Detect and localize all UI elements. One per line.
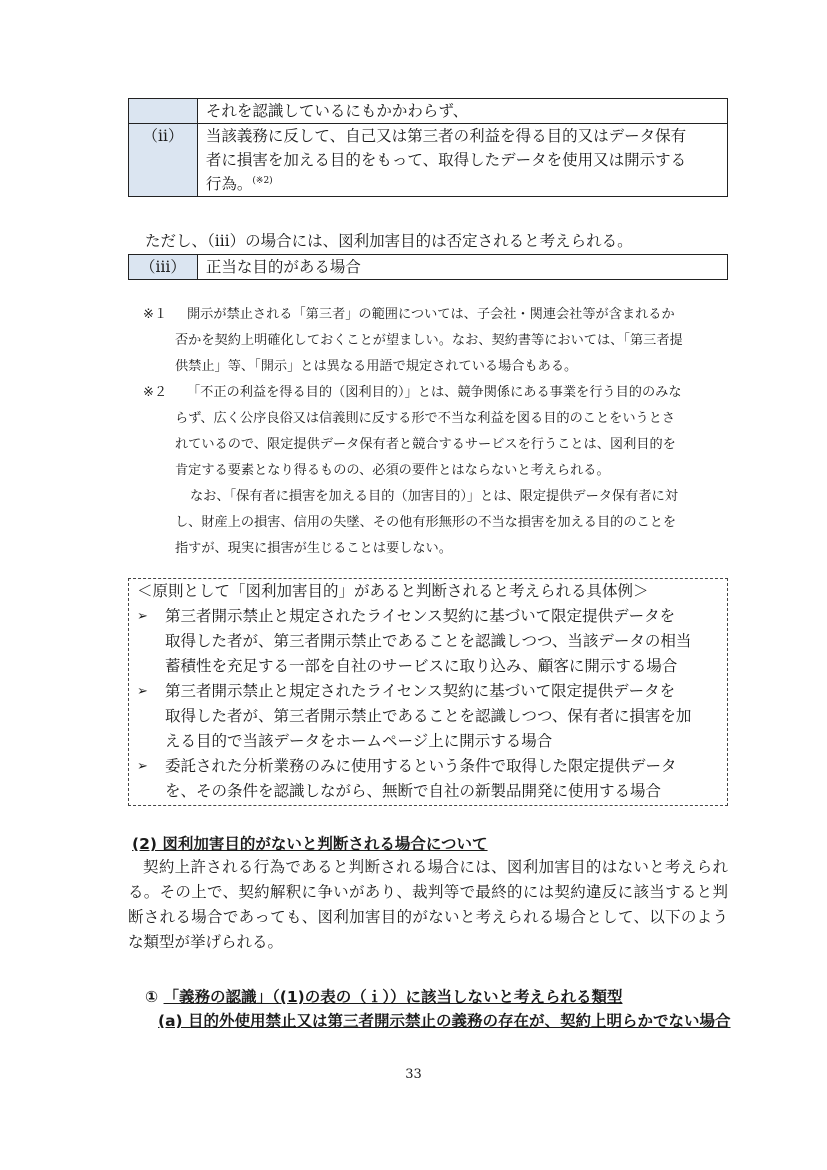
subsection-title: 「義務の認識」（(1)の表の（ｉ））に該当しないと考えられる類型	[163, 988, 623, 1006]
section-heading: (2) 図利加害目的がないと判断される場合について	[132, 835, 488, 853]
footnote-2	[143, 380, 733, 406]
table-row	[129, 99, 728, 124]
example-text-line: 第三者開示禁止と規定されたライセンス契約に基づいて限定提供データを	[165, 607, 676, 625]
footnote-text-line: 「不正の利益を得る目的（図利目的）」とは、競争関係にある事業を行う目的のみな	[187, 385, 682, 400]
example-text-line: 取得した者が、第三者開示禁止であることを認識しつつ、保有者に損害を加	[165, 707, 692, 725]
footnote-text-line: 供禁止」等、「開示」とは異なる用語で規定されている場合もある。	[175, 359, 578, 374]
footnote-text-line: し、財産上の損害、信用の失墜、その他有形無形の不当な損害を加える目的のことを	[175, 515, 677, 530]
example-text	[165, 604, 727, 679]
footnote-mark: ※２	[143, 385, 168, 400]
row-text	[197, 124, 727, 197]
table-row	[129, 255, 728, 280]
list-item	[129, 754, 727, 804]
footnote-ref: (※2)	[252, 175, 273, 186]
list-item	[129, 604, 727, 679]
footnote-text-line: 否かを契約上明確化しておくことが望ましい。なお、契約書等においては、「第三者提	[175, 333, 683, 348]
footnote-1	[143, 302, 733, 328]
example-text-line: 第三者開示禁止と規定されたライセンス契約に基づいて限定提供データを	[165, 682, 676, 700]
arrow-bullet-icon: ➢	[137, 609, 148, 624]
footnote-text-line: 指すが、現実に損害が生じることは要しない。	[175, 541, 452, 556]
row-label-empty	[129, 99, 198, 124]
footnote-text-line: 肯定する要素となり得るものの、必須の要件とはならないと考えられる。	[175, 463, 610, 478]
subsubsection-heading: (a) 目的外使用禁止又は第三者開示禁止の義務の存在が、契約上明らかでない場合	[158, 1012, 731, 1030]
table-row	[129, 124, 728, 197]
row-text: 正当な目的がある場合	[197, 255, 727, 280]
row-text: それを認識しているにもかかわらず、	[197, 99, 727, 124]
row-label: （ⅲ）	[129, 255, 198, 280]
row-text-line: 当該義務に反して、自己又は第三者の利益を得る目的又はデータ保有	[205, 127, 687, 145]
footnote-text-line: れているので、限定提供データ保有者と競合するサービスを行うことは、図利目的を	[175, 437, 676, 452]
list-item	[129, 679, 727, 754]
example-text-line: える目的で当該データをホームページ上に開示する場合	[165, 732, 553, 750]
subsection-heading	[145, 985, 623, 1007]
example-text-line: 取得した者が、第三者開示禁止であることを認識しつつ、当該データの相当	[165, 632, 692, 650]
example-text-line: 委託された分析業務のみに使用するという条件で取得した限定提供データ	[165, 757, 677, 775]
footnotes	[143, 302, 733, 562]
however-paragraph: ただし、（ⅲ）の場合には、図利加害目的は否定されると考えられる。	[145, 232, 633, 250]
section-paragraph: 契約上許される行為であると判断される場合には、図利加害目的はないと考えられる。その上で、契約解釈に争いがあり、裁判等で最終的には契約違反に該当すると判断される場合であっても、図利加害目的がないと考えられる場合として、以下のような類型が挙げられる。	[128, 858, 728, 951]
examples-box	[128, 578, 728, 806]
row-label: （ⅱ）	[129, 124, 198, 197]
subsection-number: ①	[145, 988, 159, 1006]
example-text-line: を、その条件を認識しながら、無断で自社の新製品開発に使用する場合	[165, 782, 662, 800]
footnote-text-line: なお、「保有者に損害を加える目的（加害目的）」とは、限定提供データ保有者に対	[190, 489, 678, 504]
arrow-bullet-icon: ➢	[137, 759, 148, 774]
footnote-text-line: らず、広く公序良俗又は信義則に反する形で不当な利益を図る目的のことをいうとさ	[175, 411, 676, 426]
row-text-fragment: 行為。	[205, 175, 253, 193]
example-text-line: 蓄積性を充足する一部を自社のサービスに取り込み、顧客に開示する場合	[165, 657, 678, 675]
footnote-text-line: 開示が禁止される「第三者」の範囲については、子会社・関連会社等が含まれるか	[187, 307, 675, 322]
example-text	[165, 679, 727, 754]
row-text-line: 者に損害を加える目的をもって、取得したデータを使用又は開示する	[205, 151, 687, 169]
condition-table	[128, 98, 728, 197]
arrow-bullet-icon: ➢	[137, 684, 148, 699]
footnote-mark: ※１	[143, 307, 168, 322]
examples-heading: ＜原則として「図利加害目的」があると判断されると考えられる具体例＞	[137, 582, 649, 600]
example-text	[165, 754, 727, 804]
exception-table	[128, 254, 728, 280]
page-number: 33	[405, 1067, 422, 1082]
row-text-line	[206, 172, 723, 196]
